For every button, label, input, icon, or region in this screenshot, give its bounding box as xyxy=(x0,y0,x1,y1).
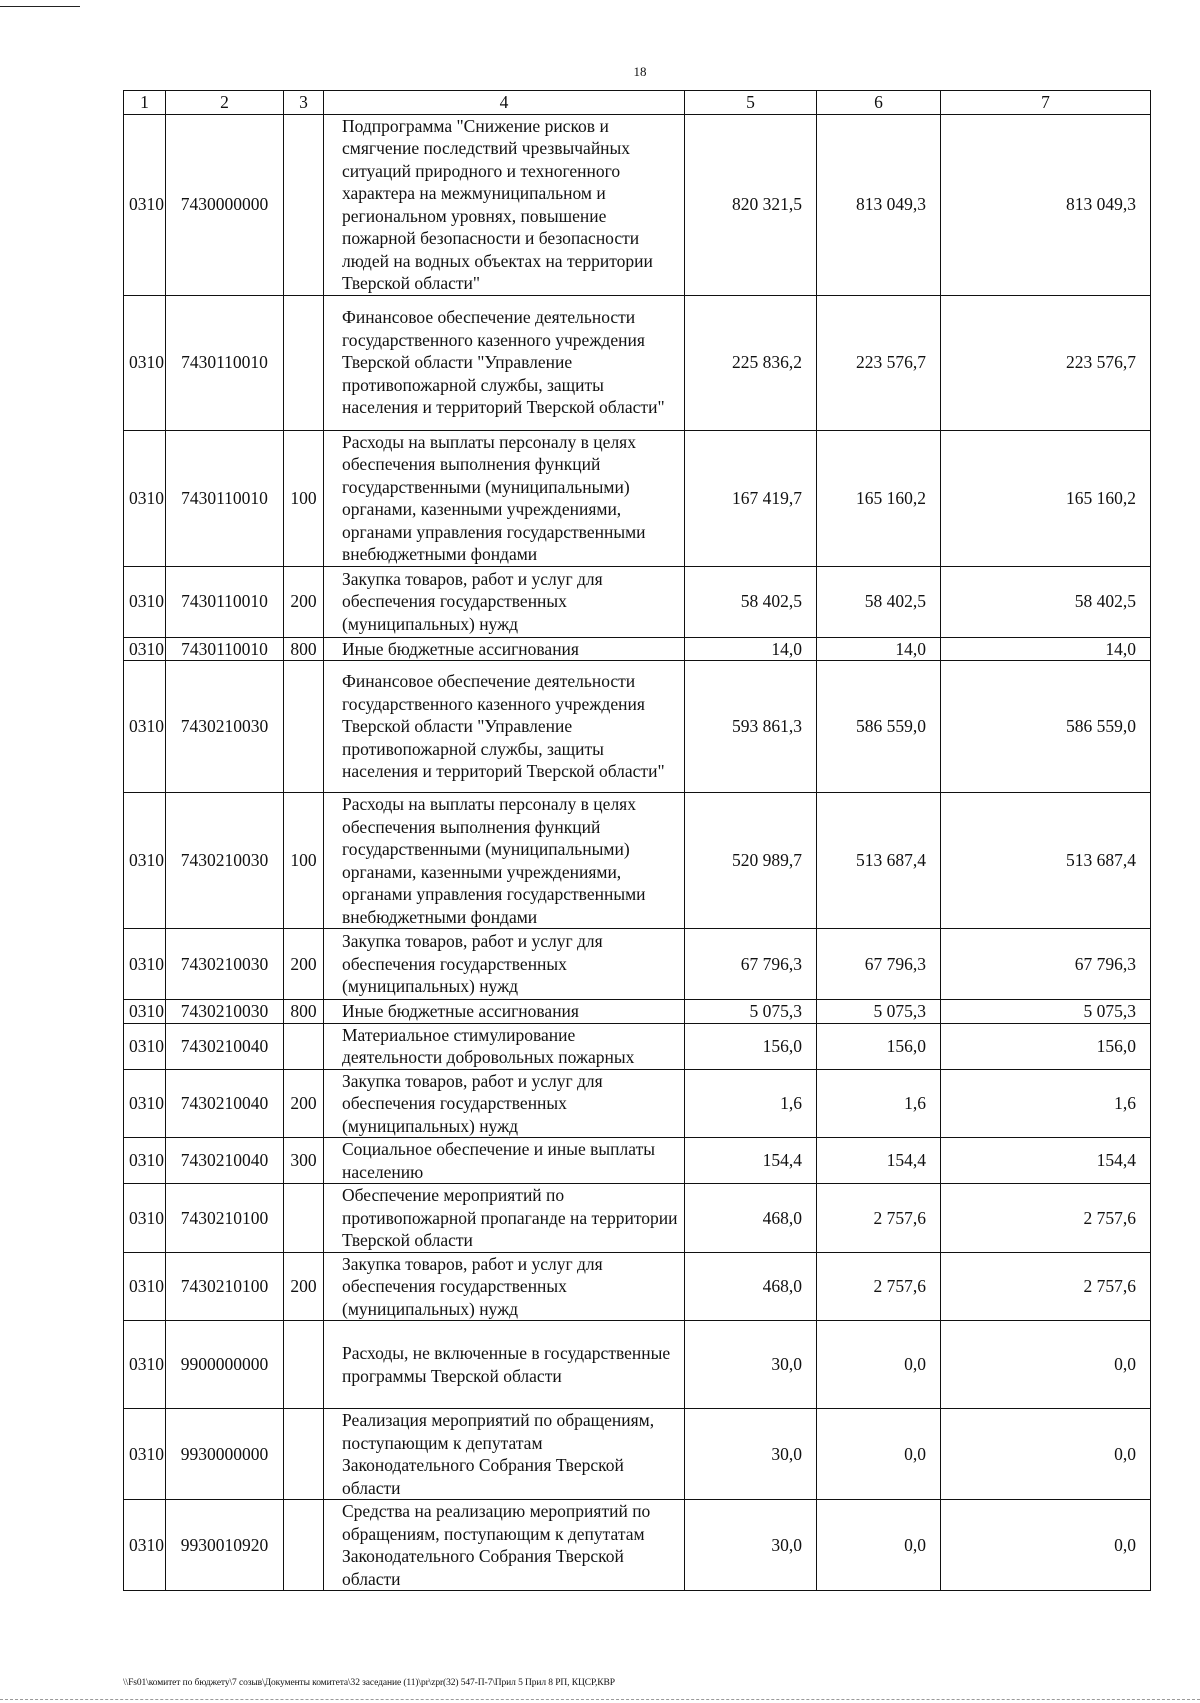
cell-amount-5: 468,0 xyxy=(685,1252,817,1321)
cell-expense-type: 800 xyxy=(284,1000,324,1024)
cell-amount-7: 513 687,4 xyxy=(941,793,1151,929)
cell-amount-6: 165 160,2 xyxy=(817,430,941,566)
cell-expense-type: 800 xyxy=(284,637,324,661)
cell-section: 0310 xyxy=(124,1023,166,1069)
cell-amount-6: 2 757,6 xyxy=(817,1184,941,1253)
col-header-1: 1 xyxy=(124,91,166,115)
table-row xyxy=(124,1500,1151,1591)
cell-target-code: 7430210100 xyxy=(166,1184,284,1253)
cell-amount-5: 468,0 xyxy=(685,1184,817,1253)
cell-amount-7: 67 796,3 xyxy=(941,929,1151,1000)
cell-expense-type xyxy=(284,1184,324,1253)
col-header-4: 4 xyxy=(324,91,685,115)
cell-amount-5: 58 402,5 xyxy=(685,566,817,637)
cell-amount-7: 2 757,6 xyxy=(941,1252,1151,1321)
cell-name: Подпрограмма "Снижение рисков и смягчение последствий чрезвычайных ситуаций природного и техногенного характера на межмуниципальном и региональном уровнях, повышение пожарной безопасности и безопасности людей на водных объектах на территории Тверской области" xyxy=(324,114,685,295)
table-row xyxy=(124,566,1151,637)
cell-section: 0310 xyxy=(124,1184,166,1253)
cell-amount-6: 513 687,4 xyxy=(817,793,941,929)
cell-amount-5: 1,6 xyxy=(685,1069,817,1138)
cell-amount-5: 154,4 xyxy=(685,1138,817,1184)
cell-name: Материальное стимулирование деятельности добровольных пожарных xyxy=(324,1023,685,1069)
table-row xyxy=(124,1409,1151,1500)
cell-name: Обеспечение мероприятий по противопожарной пропаганде на территории Тверской области xyxy=(324,1184,685,1253)
cell-name: Средства на реализацию мероприятий по обращениям, поступающим к депутатам Законодательного Собрания Тверской области xyxy=(324,1500,685,1591)
cell-target-code: 7430110010 xyxy=(166,295,284,430)
cell-target-code: 7430210040 xyxy=(166,1138,284,1184)
cell-amount-5: 67 796,3 xyxy=(685,929,817,1000)
cell-name: Расходы, не включенные в государственные программы Тверской области xyxy=(324,1321,685,1409)
cell-section: 0310 xyxy=(124,1138,166,1184)
cell-section: 0310 xyxy=(124,661,166,793)
cell-amount-6: 67 796,3 xyxy=(817,929,941,1000)
cell-section: 0310 xyxy=(124,1321,166,1409)
cell-expense-type xyxy=(284,1023,324,1069)
cell-amount-5: 167 419,7 xyxy=(685,430,817,566)
cell-section: 0310 xyxy=(124,793,166,929)
cell-amount-7: 813 049,3 xyxy=(941,114,1151,295)
cell-expense-type xyxy=(284,114,324,295)
cell-section: 0310 xyxy=(124,1252,166,1321)
cell-amount-6: 58 402,5 xyxy=(817,566,941,637)
cell-amount-5: 593 861,3 xyxy=(685,661,817,793)
cell-expense-type xyxy=(284,661,324,793)
cell-name: Закупка товаров, работ и услуг для обеспечения государственных (муниципальных) нужд xyxy=(324,566,685,637)
cell-amount-6: 1,6 xyxy=(817,1069,941,1138)
col-header-3: 3 xyxy=(284,91,324,115)
cell-name: Закупка товаров, работ и услуг для обеспечения государственных (муниципальных) нужд xyxy=(324,929,685,1000)
cell-name: Закупка товаров, работ и услуг для обеспечения государственных (муниципальных) нужд xyxy=(324,1252,685,1321)
budget-table xyxy=(123,90,1151,1591)
cell-target-code: 7430210030 xyxy=(166,1000,284,1024)
cell-expense-type: 300 xyxy=(284,1138,324,1184)
cell-amount-5: 30,0 xyxy=(685,1409,817,1500)
cell-target-code: 7430210040 xyxy=(166,1069,284,1138)
cell-amount-7: 58 402,5 xyxy=(941,566,1151,637)
cell-expense-type xyxy=(284,1409,324,1500)
cell-target-code: 9900000000 xyxy=(166,1321,284,1409)
cell-name: Иные бюджетные ассигнования xyxy=(324,637,685,661)
cell-amount-7: 1,6 xyxy=(941,1069,1151,1138)
cell-expense-type xyxy=(284,1500,324,1591)
cell-expense-type: 200 xyxy=(284,566,324,637)
table-row xyxy=(124,114,1151,295)
cell-expense-type: 200 xyxy=(284,929,324,1000)
table-row xyxy=(124,637,1151,661)
cell-amount-5: 14,0 xyxy=(685,637,817,661)
cell-amount-7: 5 075,3 xyxy=(941,1000,1151,1024)
cell-target-code: 7430000000 xyxy=(166,114,284,295)
cell-target-code: 7430110010 xyxy=(166,637,284,661)
cell-amount-5: 225 836,2 xyxy=(685,295,817,430)
table-row xyxy=(124,1023,1151,1069)
cell-section: 0310 xyxy=(124,430,166,566)
cell-section: 0310 xyxy=(124,1069,166,1138)
cell-name: Финансовое обеспечение деятельности государственного казенного учреждения Тверской области "Управление противопожарной службы, защиты населения и территорий Тверской области" xyxy=(324,295,685,430)
cell-amount-7: 586 559,0 xyxy=(941,661,1151,793)
table-row xyxy=(124,661,1151,793)
cell-name: Реализация мероприятий по обращениям, поступающим к депутатам Законодательного Собрания Тверской области xyxy=(324,1409,685,1500)
cell-amount-7: 2 757,6 xyxy=(941,1184,1151,1253)
cell-amount-6: 2 757,6 xyxy=(817,1252,941,1321)
table-row xyxy=(124,430,1151,566)
table-body xyxy=(124,114,1151,1591)
table-row xyxy=(124,295,1151,430)
cell-section: 0310 xyxy=(124,295,166,430)
cell-amount-7: 0,0 xyxy=(941,1409,1151,1500)
cell-amount-5: 30,0 xyxy=(685,1321,817,1409)
cell-section: 0310 xyxy=(124,637,166,661)
cell-amount-6: 0,0 xyxy=(817,1409,941,1500)
cell-amount-7: 165 160,2 xyxy=(941,430,1151,566)
cell-section: 0310 xyxy=(124,1000,166,1024)
cell-target-code: 7430210040 xyxy=(166,1023,284,1069)
header-row xyxy=(124,91,1151,115)
cell-target-code: 7430210030 xyxy=(166,793,284,929)
cell-amount-6: 223 576,7 xyxy=(817,295,941,430)
table-row xyxy=(124,1069,1151,1138)
cell-target-code: 9930010920 xyxy=(166,1500,284,1591)
cell-expense-type: 200 xyxy=(284,1252,324,1321)
cell-section: 0310 xyxy=(124,566,166,637)
cell-target-code: 7430210030 xyxy=(166,929,284,1000)
bottom-rule xyxy=(0,1699,1200,1700)
table-row xyxy=(124,1252,1151,1321)
cell-section: 0310 xyxy=(124,1500,166,1591)
cell-name: Расходы на выплаты персоналу в целях обеспечения выполнения функций государственными (муниципальными) органами, казенными учреждениями, органами управления государственными внебюджетными фондами xyxy=(324,430,685,566)
table-row xyxy=(124,1321,1151,1409)
cell-amount-7: 223 576,7 xyxy=(941,295,1151,430)
col-header-2: 2 xyxy=(166,91,284,115)
cell-expense-type: 200 xyxy=(284,1069,324,1138)
cell-expense-type xyxy=(284,1321,324,1409)
cell-name: Финансовое обеспечение деятельности государственного казенного учреждения Тверской области "Управление противопожарной службы, защиты населения и территорий Тверской области" xyxy=(324,661,685,793)
col-header-5: 5 xyxy=(685,91,817,115)
cell-amount-7: 0,0 xyxy=(941,1500,1151,1591)
table-row xyxy=(124,1000,1151,1024)
cell-amount-5: 520 989,7 xyxy=(685,793,817,929)
cell-amount-7: 154,4 xyxy=(941,1138,1151,1184)
cell-target-code: 9930000000 xyxy=(166,1409,284,1500)
cell-amount-7: 0,0 xyxy=(941,1321,1151,1409)
cell-amount-5: 30,0 xyxy=(685,1500,817,1591)
cell-amount-7: 156,0 xyxy=(941,1023,1151,1069)
table-row xyxy=(124,793,1151,929)
cell-amount-6: 5 075,3 xyxy=(817,1000,941,1024)
page-number: 18 xyxy=(633,64,647,79)
cell-amount-6: 154,4 xyxy=(817,1138,941,1184)
cell-amount-6: 586 559,0 xyxy=(817,661,941,793)
cell-name: Закупка товаров, работ и услуг для обеспечения государственных (муниципальных) нужд xyxy=(324,1069,685,1138)
cell-amount-6: 14,0 xyxy=(817,637,941,661)
cell-section: 0310 xyxy=(124,114,166,295)
col-header-7: 7 xyxy=(941,91,1151,115)
cell-amount-6: 0,0 xyxy=(817,1500,941,1591)
cell-amount-5: 820 321,5 xyxy=(685,114,817,295)
cell-name: Социальное обеспечение и иные выплаты населению xyxy=(324,1138,685,1184)
cell-expense-type: 100 xyxy=(284,430,324,566)
col-header-6: 6 xyxy=(817,91,941,115)
cell-target-code: 7430110010 xyxy=(166,566,284,637)
cell-target-code: 7430110010 xyxy=(166,430,284,566)
cell-name: Расходы на выплаты персоналу в целях обеспечения выполнения функций государственными (муниципальными) органами, казенными учреждениями, органами управления государственными внебюджетными фондами xyxy=(324,793,685,929)
cell-amount-5: 156,0 xyxy=(685,1023,817,1069)
cell-name: Иные бюджетные ассигнования xyxy=(324,1000,685,1024)
cell-target-code: 7430210100 xyxy=(166,1252,284,1321)
cell-section: 0310 xyxy=(124,929,166,1000)
cell-amount-6: 0,0 xyxy=(817,1321,941,1409)
footer-file-path: \\Fs01\комитет по бюджету\7 созыв\Документы комитета\32 заседание (11)\pr\zpr(32) 547-П-7\Прил 5 Прил 8 РП, КЦСР,КВР xyxy=(123,1678,615,1688)
cell-expense-type xyxy=(284,295,324,430)
cell-amount-6: 813 049,3 xyxy=(817,114,941,295)
table-row xyxy=(124,1138,1151,1184)
cell-section: 0310 xyxy=(124,1409,166,1500)
top-rule xyxy=(0,6,80,7)
cell-amount-5: 5 075,3 xyxy=(685,1000,817,1024)
cell-amount-7: 14,0 xyxy=(941,637,1151,661)
cell-amount-6: 156,0 xyxy=(817,1023,941,1069)
table-row xyxy=(124,1184,1151,1253)
table-row xyxy=(124,929,1151,1000)
cell-expense-type: 100 xyxy=(284,793,324,929)
cell-target-code: 7430210030 xyxy=(166,661,284,793)
